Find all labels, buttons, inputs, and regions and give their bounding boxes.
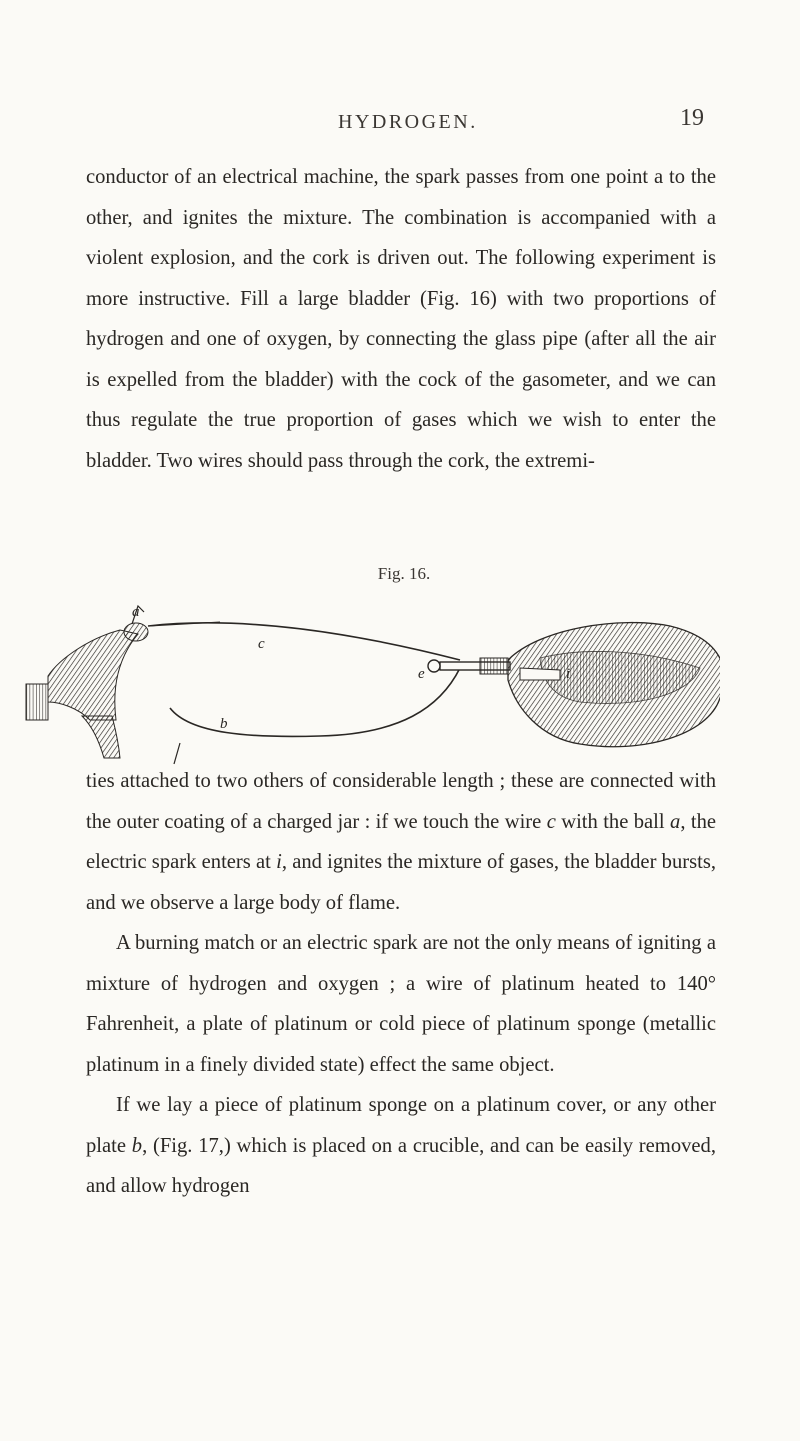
electric-apparatus xyxy=(26,606,180,764)
variable-c: c xyxy=(546,810,556,833)
variable-i: i xyxy=(276,851,282,873)
body-text-top xyxy=(86,157,716,481)
running-head xyxy=(0,105,800,145)
text-run: , the electric spark enters at xyxy=(86,810,717,873)
label-a: a xyxy=(132,604,140,620)
text-run: ties attached to two others of considerable length ; these are connected with the outer coating of a charged jar : if we touch the wire xyxy=(86,770,716,833)
label-b: b xyxy=(220,716,228,732)
text-run: If we lay a piece of platinum sponge on a platinum cover, or any other plate xyxy=(86,1094,716,1157)
label-e: e xyxy=(418,666,425,682)
paragraph: A burning match or an electric spark are not the only means of igniting a mixture of hydrogen and oxygen ; a wire of platinum heated to 140° Fahrenheit, a plate of platinum or cold piece of platinum sponge (metallic platinum in a finely divided state) effect the same object. xyxy=(86,932,716,1076)
label-c: c xyxy=(258,636,265,652)
glass-pipe xyxy=(428,658,510,674)
page-number: 19 xyxy=(680,105,704,131)
figure-caption: Fig. 16. xyxy=(377,564,431,583)
paragraph: conductor of an electrical machine, the spark passes from one point a to the other, and ignites the mixture. The combination is accompanied with a violent explosion, and the cork is driven out. The following experiment is more instructive. Fill a large bladder (Fig. 16) with two proportions of hydrogen and one of oxygen, by connecting the glass pipe (after all the air is expelled from the bladder) with the cock of the gasometer, and we can thus regulate the true proportion of gases which we wish to enter the bladder. Two wires should pass through the cork, the extremi- xyxy=(86,166,716,472)
paragraph xyxy=(86,1085,716,1207)
variable-b: b xyxy=(131,1134,143,1157)
figure-16-bladder-apparatus xyxy=(20,598,720,768)
wires xyxy=(148,622,460,736)
body-text-bottom xyxy=(86,761,716,1207)
text-run: , (Fig. 17,) which is placed on a crucible, and can be easily removed, and allow hydrogen xyxy=(86,1134,717,1197)
running-title: HYDROGEN. xyxy=(338,111,478,133)
bladder-apparatus-illustration xyxy=(20,598,720,768)
bladder xyxy=(508,623,720,747)
text-run: , and ignites the mixture of gases, the bladder bursts, and we observe a large body of flame. xyxy=(86,851,716,914)
paragraph xyxy=(86,761,716,923)
label-i: i xyxy=(566,666,571,682)
variable-a: a xyxy=(670,810,681,833)
text-run: with the ball xyxy=(555,810,671,833)
